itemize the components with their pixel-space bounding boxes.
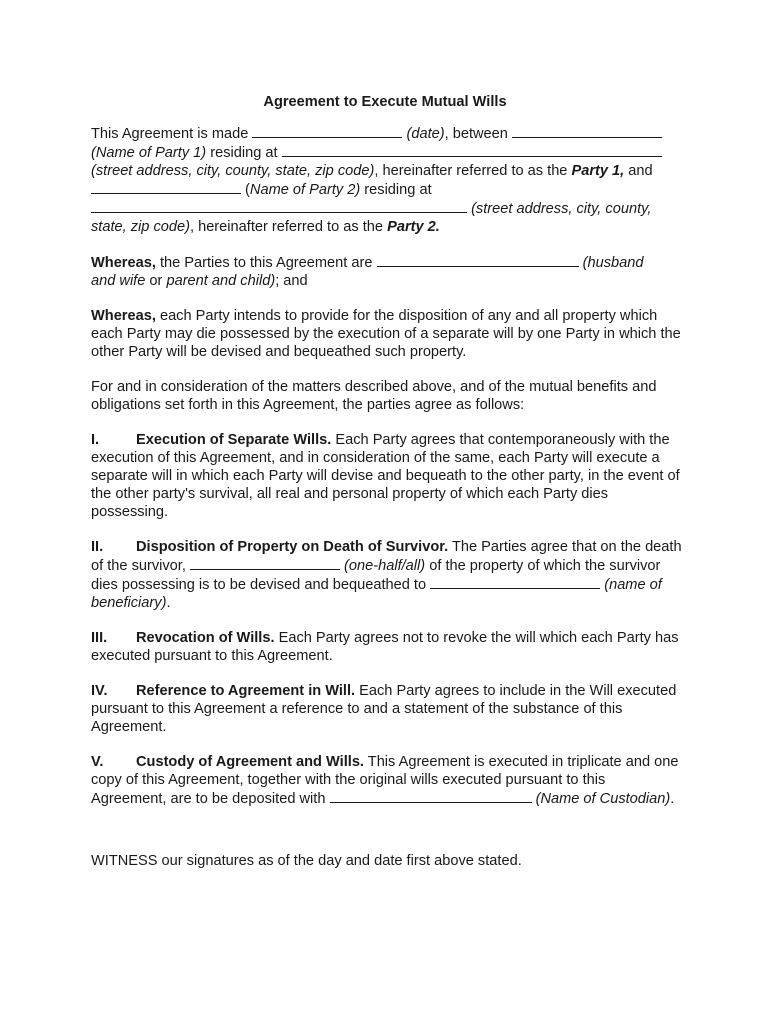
whereas-label-2: Whereas, [91,308,156,324]
party1-name-hint: (Name of Party 1) [91,145,207,161]
section-text: Each Party agrees not to revoke the will which each Party has executed pursuant to this Agreement. [91,630,679,664]
section-number: III. [91,630,108,646]
hereinafter-text-1: , hereinafter referred to as the [374,163,568,179]
section-number: V. [91,754,104,770]
intro-paragraph: This Agreement is made (date), between (Name of Party 1) residing at (street address, city, county, state, zip code), hereinafter referred to as the Party 1, and (Name of Party 2) residing at (street address, city, county, state, zip code), hereinafter referred to as the Party 2. [91,124,683,236]
beneficiary-hint: (name of beneficiary) [91,577,662,611]
section-text: Each Party agrees to include in the Will executed pursuant to this Agreement a reference to and a statement of the substance of this Agreement. [91,683,677,735]
section-text: Each Party agrees that contemporaneously with the execution of this Agreement, and in consideration of the same, each Party will execute a separate will in which each Party will devise and bequeath to the other party, in the event of the other party's survival, all real and personal property of which each Party dies possessing. [91,432,680,520]
document-body [91,124,683,887]
section-number: I. [91,432,100,448]
intro-made-text: This Agreement is made [91,126,249,142]
whereas-text-2: each Party intends to provide for the disposition of any and all property which each Party may die possessed by the execution of a separate will by one Party in which the other Party will be devised and bequeathed such property. [91,308,681,360]
party2-address-hint-b: state, zip code) [91,219,190,235]
whereas-paragraph-2 [91,307,683,361]
party2-name-blank[interactable] [91,180,241,194]
relationship-hint-c: parent and child) [166,273,276,289]
custodian-hint: (Name of Custodian) [535,791,671,807]
section-heading: Custody of Agreement and Wills. [136,754,364,770]
section-heading: Reference to Agreement in Will. [136,683,356,699]
witness-statement: WITNESS our signatures as of the day and date first above stated. [91,853,522,869]
hereinafter-text-2: , hereinafter referred to as the [189,219,384,235]
residing-at-text-2: residing at [364,182,432,198]
relationship-hint-a: (husband [582,255,644,271]
section-tail: . [166,595,171,611]
and-text: and [628,163,653,179]
whereas-label-1: Whereas, [91,255,156,271]
residing-at-text: residing at [210,145,278,161]
party1-address-blank[interactable] [282,143,662,157]
whereas-text-1: the Parties to this Agreement are [159,255,373,271]
section-text-b: of the property of which the survivor dies possessing is to be devised and bequeathed to [91,558,661,593]
relationship-blank[interactable] [377,253,579,267]
section-1 [91,431,683,521]
party1-label: Party 1, [571,163,625,179]
section-number: IV. [91,683,108,699]
relationship-hint-b: and wife [91,273,146,289]
party2-name-hint: Name of Party 2) [249,182,361,198]
party1-address-hint: (street address, city, county, state, zip code) [91,163,375,179]
section-3 [91,629,683,665]
section-text: The Parties agree that on the death of the survivor, [91,539,682,574]
date-hint: (date) [406,126,445,142]
portion-hint: (one-half/all) [344,558,426,574]
date-blank[interactable] [252,124,402,138]
party2-address-hint-a: (street address, city, county, [471,201,652,217]
section-number: II. [91,539,104,555]
page-title: Agreement to Execute Mutual Wills [263,94,507,110]
section-heading: Disposition of Property on Death of Survivor. [136,539,449,555]
custodian-blank[interactable] [330,789,532,803]
whereas-paragraph-1 [91,253,683,290]
section-2 [91,538,683,612]
section-5 [91,753,683,808]
section-heading: Execution of Separate Wills. [136,432,332,448]
portion-blank[interactable] [190,556,340,570]
section-4 [91,682,683,736]
consideration-paragraph: For and in consideration of the matters described above, and of the mutual benefits and obligations set forth in this Agreement, the parties agree as follows: [91,379,657,413]
between-text: , between [444,126,508,142]
party1-name-blank[interactable] [512,124,662,138]
section-tail: . [670,791,675,807]
or-text: or [149,273,163,289]
party2-address-blank[interactable] [91,199,467,213]
section-heading: Revocation of Wills. [136,630,275,646]
whereas-tail-1: ; and [275,273,308,289]
section-text: This Agreement is executed in triplicate and one copy of this Agreement, together with the original wills executed pursuant to this Agreement, are to be deposited with [91,754,679,807]
beneficiary-blank[interactable] [430,575,600,589]
party2-label: Party 2. [387,219,440,235]
